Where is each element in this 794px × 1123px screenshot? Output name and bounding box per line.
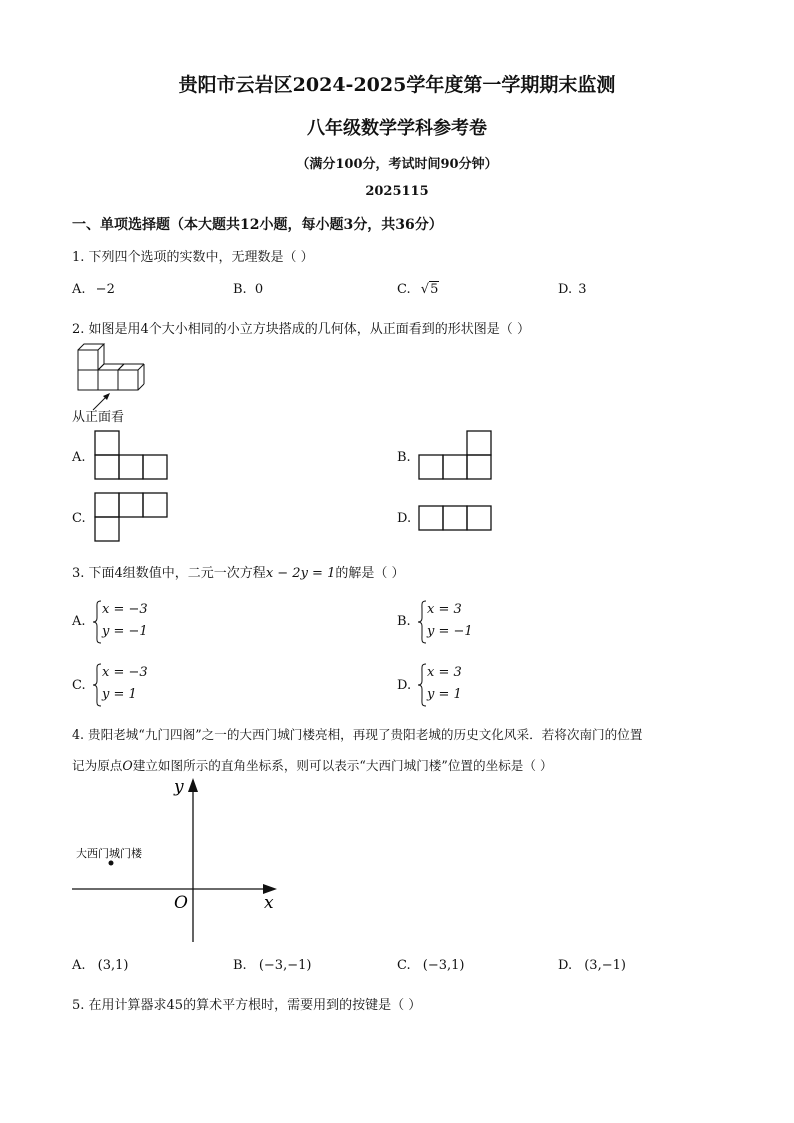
q1-option-a[interactable]	[72, 282, 115, 297]
x-equation: x = −3	[102, 602, 148, 617]
q2-option-c-figure[interactable]	[94, 492, 168, 544]
q3-option-b[interactable]	[397, 614, 411, 629]
q3-option-b-system	[427, 599, 473, 643]
q3-option-d[interactable]	[397, 678, 411, 693]
option-value: 5	[430, 282, 439, 297]
q3-stem-start: 3. 下面4组数值中，二元一次方程	[72, 566, 266, 581]
option-value: (−3,−1)	[258, 958, 312, 973]
q4-option-a[interactable]	[72, 958, 129, 973]
point-label: 大西门城门楼	[76, 847, 142, 860]
question-2-stem: 2. 如图是用4个大小相同的小立方块搭成的几何体，从正面看到的形状图是（ ）	[72, 322, 530, 337]
exam-subtitle: 八年级数学学科参考卷	[307, 118, 487, 139]
option-letter: A.	[72, 958, 86, 973]
y-equation: y = −1	[427, 624, 473, 639]
q2-option-c-label[interactable]: C.	[72, 511, 86, 526]
q3-option-a-system	[102, 599, 148, 643]
option-value: (−3,1)	[422, 958, 465, 973]
q2-option-b-figure[interactable]	[418, 430, 492, 482]
option-letter: C.	[397, 958, 411, 973]
y-axis-label: y	[174, 777, 184, 797]
option-letter: B.	[233, 282, 247, 297]
origin-label: O	[174, 893, 188, 913]
x-axis-label: x	[264, 893, 274, 913]
option-letter: C.	[397, 282, 411, 297]
q4-option-d[interactable]	[558, 958, 626, 973]
y-axis-arrow-icon	[188, 778, 198, 792]
y-equation: y = 1	[102, 687, 137, 702]
coordinate-graph	[70, 774, 285, 946]
q1-option-b[interactable]	[233, 282, 263, 297]
option-letter: A.	[72, 282, 86, 297]
option-letter: B.	[233, 958, 247, 973]
exam-title: 贵阳市云岩区2024-2025学年度第一学期期末监测	[178, 74, 616, 96]
option-letter: D.	[558, 958, 573, 973]
x-equation: x = 3	[427, 602, 462, 617]
q2-option-d-label[interactable]: D.	[397, 511, 412, 526]
q4-stem-end: 建立如图所示的直角坐标系，则可以表示“大西门城门楼”位置的坐标是（ ）	[132, 758, 553, 773]
question-3-stem	[72, 562, 405, 581]
question-4-stem-line-1: 4. 贵阳老城“九门四阁”之一的大西门城门楼亮相，再现了贵阳老城的历史文化风采．若将次南门的位置	[72, 727, 643, 742]
option-letter: C.	[72, 678, 86, 693]
exam-code: 2025115	[365, 184, 429, 199]
option-value: 0	[254, 282, 264, 297]
option-letter: A.	[72, 614, 86, 629]
q4-option-b[interactable]	[233, 958, 311, 973]
q1-option-c[interactable]	[397, 282, 439, 297]
q3-option-c[interactable]	[72, 678, 86, 693]
option-value: (3,1)	[97, 958, 129, 973]
q3-option-d-system	[427, 662, 462, 706]
x-equation: x = −3	[102, 665, 148, 680]
option-letter: D.	[558, 282, 573, 297]
q3-equation: x − 2y = 1	[265, 566, 336, 581]
option-value: −2	[95, 282, 115, 297]
brace-icon	[417, 663, 427, 707]
option-letter: D.	[397, 678, 412, 693]
q2-option-a-label[interactable]: A.	[72, 450, 86, 465]
question-5-stem: 5. 在用计算器求45的算术平方根时，需要用到的按键是（ ）	[72, 998, 422, 1013]
q4-option-c[interactable]	[397, 958, 464, 973]
option-value: 3	[578, 282, 587, 297]
exam-info: （满分100分，考试时间90分钟）	[296, 157, 498, 172]
q2-option-a-figure[interactable]	[94, 430, 168, 482]
y-equation: y = −1	[102, 624, 148, 639]
front-view-label: 从正面看	[72, 410, 125, 425]
q2-option-d-figure[interactable]	[418, 505, 492, 533]
q3-option-a[interactable]	[72, 614, 86, 629]
question-4-stem-line-2	[72, 755, 553, 774]
brace-icon	[92, 600, 102, 644]
brace-icon	[417, 600, 427, 644]
q3-stem-end: 的解是（ ）	[335, 566, 405, 581]
origin-symbol: O	[122, 758, 133, 773]
question-1-stem: 1. 下列四个选项的实数中，无理数是（ ）	[72, 250, 314, 265]
option-letter: B.	[397, 614, 411, 629]
q4-stem-start: 记为原点	[72, 758, 123, 773]
y-equation: y = 1	[427, 687, 462, 702]
q1-option-d[interactable]	[558, 282, 587, 297]
section-heading: 一、单项选择题（本大题共12小题，每小题3分，共36分）	[72, 217, 443, 233]
option-value: (3,−1)	[584, 958, 626, 973]
brace-icon	[92, 663, 102, 707]
sqrt-icon: √	[420, 282, 430, 297]
point-marker	[109, 861, 114, 866]
q2-option-b-label[interactable]: B.	[397, 450, 411, 465]
q3-option-c-system	[102, 662, 148, 706]
x-equation: x = 3	[427, 665, 462, 680]
